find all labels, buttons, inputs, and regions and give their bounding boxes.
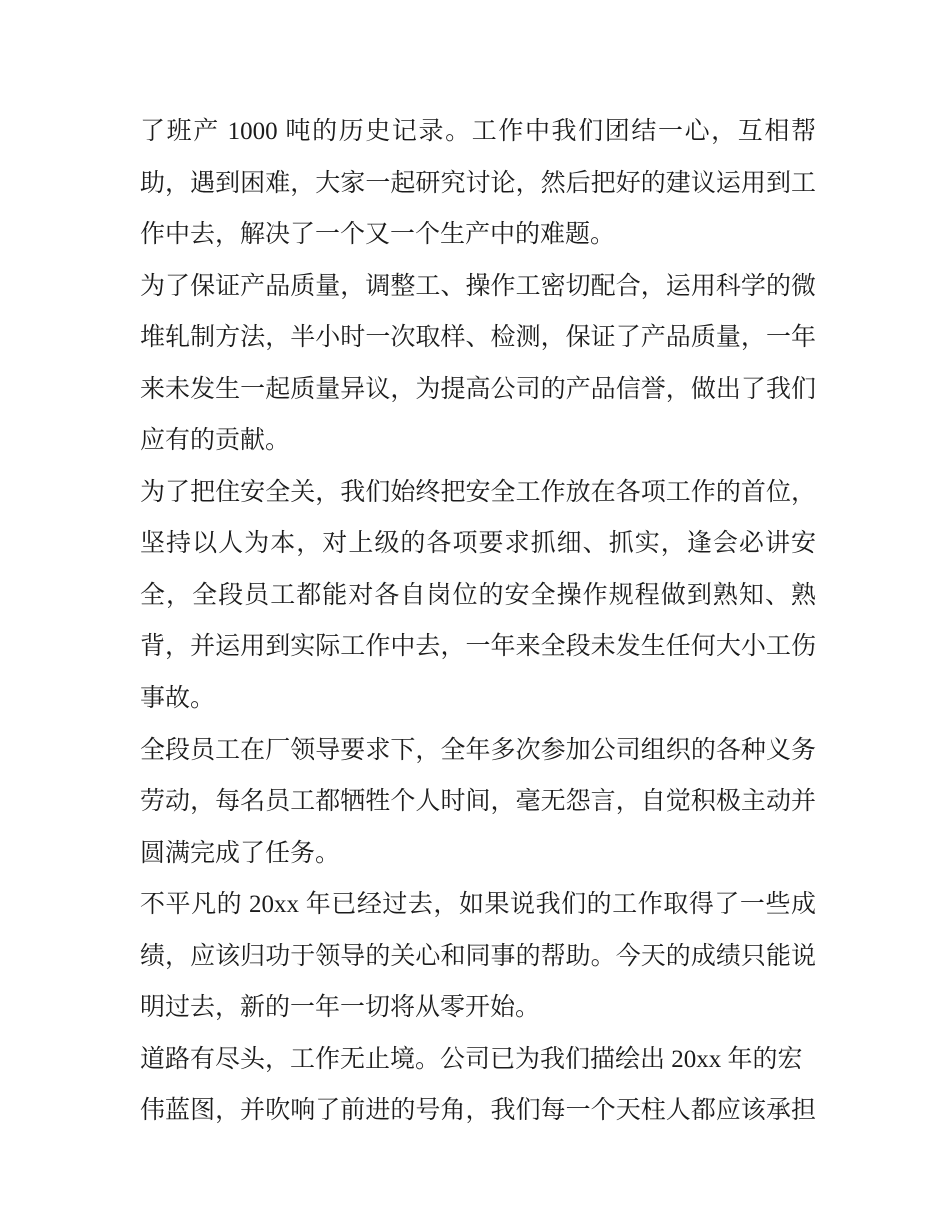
text-line: 事故。	[140, 685, 216, 713]
text-line: 伟蓝图，并吹响了前进的号角，我们每一个天柱人都应该承担	[140, 1097, 816, 1125]
text-line: 来未发生一起质量异议，为提高公司的产品信誉，做出了我们	[140, 375, 816, 403]
text-line: 背，并运用到实际工作中去，一年来全段未发生任何大小工伤	[140, 633, 816, 661]
text-line: 助，遇到困难，大家一起研究讨论，然后把好的建议运用到工	[140, 169, 816, 197]
paragraph	[140, 1034, 816, 1137]
paragraph	[140, 725, 816, 880]
text-line: 为了把住安全关，我们始终把安全工作放在各项工作的首位，	[140, 478, 816, 506]
text-line: 明过去，新的一年一切将从零开始。	[140, 994, 541, 1022]
text-line: 不平凡的 20xx 年已经过去，如果说我们的工作取得了一些成	[140, 891, 816, 919]
text-line: 圆满完成了任务。	[140, 839, 341, 867]
document-body	[140, 106, 816, 1137]
text-line: 堆轧制方法，半小时一次取样、检测，保证了产品质量，一年	[140, 324, 816, 352]
text-line: 为了保证产品质量，调整工、操作工密切配合，运用科学的微	[140, 272, 816, 300]
text-line: 劳动，每名员工都牺牲个人时间，毫无怨言，自觉积极主动并	[140, 788, 816, 816]
paragraph	[140, 467, 816, 725]
text-line: 全，全段员工都能对各自岗位的安全操作规程做到熟知、熟	[140, 581, 816, 609]
paragraph	[140, 261, 816, 467]
paragraph	[140, 106, 816, 261]
paragraph	[140, 879, 816, 1034]
text-line: 道路有尽头，工作无止境。公司已为我们描绘出 20xx 年的宏	[140, 1045, 803, 1073]
text-line: 全段员工在厂领导要求下，全年多次参加公司组织的各种义务	[140, 736, 816, 764]
text-line: 坚持以人为本，对上级的各项要求抓细、抓实，逢会必讲安	[140, 530, 816, 558]
text-line: 了班产 1000 吨的历史记录。工作中我们团结一心，互相帮	[140, 118, 816, 145]
text-line: 绩，应该归功于领导的关心和同事的帮助。今天的成绩只能说	[140, 942, 816, 970]
text-line: 应有的贡献。	[140, 427, 291, 455]
text-line: 作中去，解决了一个又一个生产中的难题。	[140, 221, 616, 249]
